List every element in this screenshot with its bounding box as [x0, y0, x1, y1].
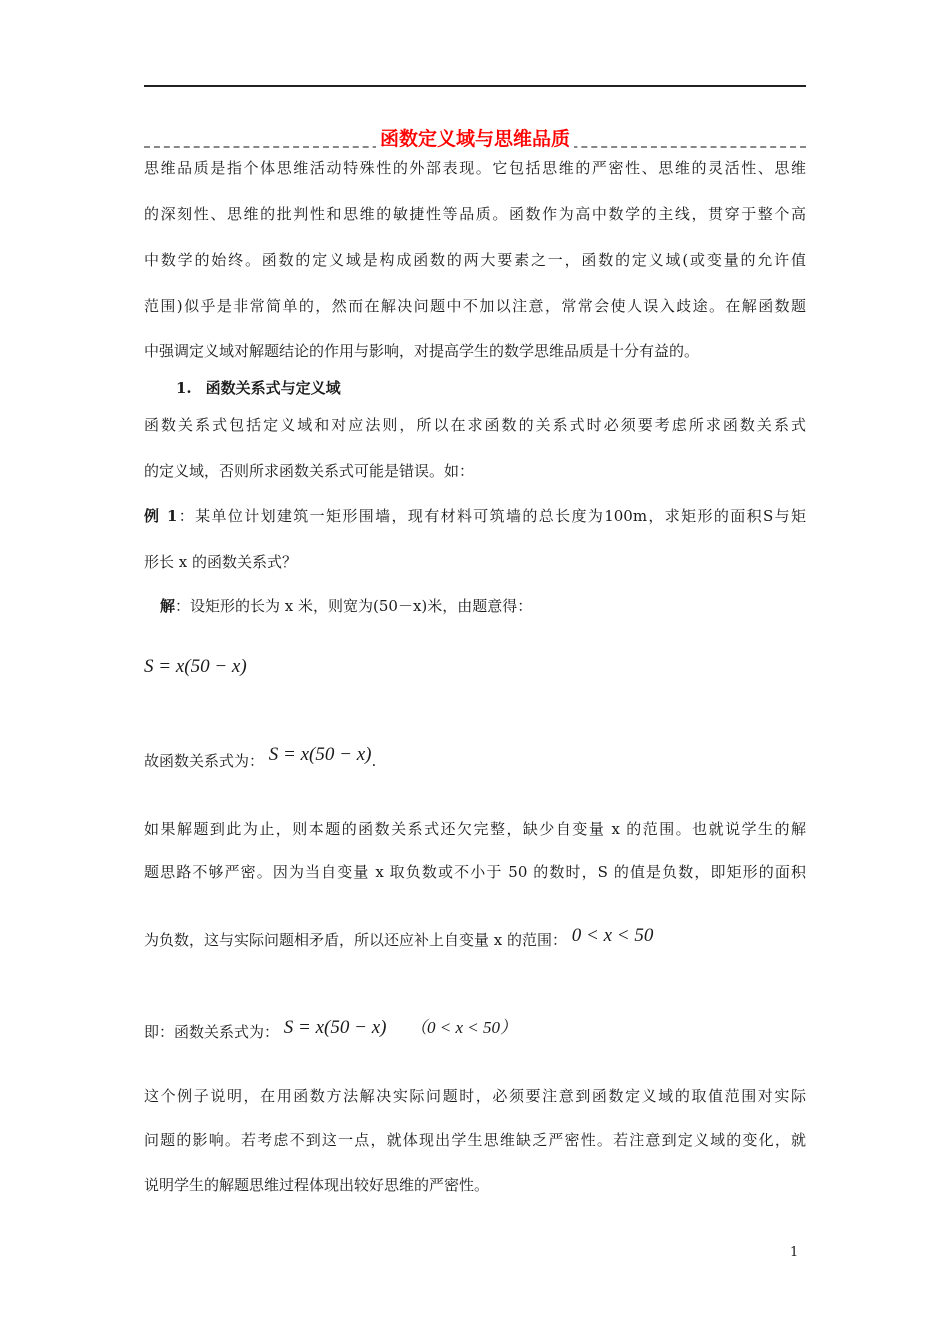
conclusion-line: 这个例子说明，在用函数方法解决实际问题时，必须要注意到函数定义域的取值范围对实际: [144, 1087, 806, 1105]
title-row: [144, 124, 806, 156]
result-period: .: [371, 752, 377, 770]
solution-line: [160, 596, 822, 616]
final-formula: S = x(50 − x): [283, 1017, 387, 1038]
section-title: 函数关系式与定义域: [205, 379, 341, 397]
intro-line: 思维品质是指个体思维活动特殊性的外部表现。它包括思维的严密性、思维的灵活性、思维: [144, 159, 806, 177]
range-formula: 0 < x < 50: [571, 925, 654, 946]
result-text: 故函数关系式为：: [144, 752, 265, 770]
final-result-text: 即：函数关系式为：: [144, 1023, 280, 1041]
example-text: ：某单位计划建筑一矩形围墙，现有材料可筑墙的总长度为100m，求矩形的面积S与矩: [177, 507, 806, 525]
example-line: [144, 506, 806, 526]
document-title: 函数定义域与思维品质: [144, 124, 806, 151]
solution-text: ：设矩形的长为 x 米，则宽为(50－x)米，由题意得：: [175, 597, 533, 615]
conclusion-line: 问题的影响。若考虑不到这一点，就体现出学生思维缺乏严密性。若注意到定义域的变化，就: [144, 1131, 806, 1149]
intro-line: 中数学的始终。函数的定义域是构成函数的两大要素之一，函数的定义域(或变量的允许值: [144, 251, 806, 269]
final-range: （0 < x < 50）: [410, 1018, 518, 1037]
final-result-line: [144, 1017, 806, 1042]
section-para-line: 函数关系式包括定义域和对应法则，所以在求函数的关系式时必须要考虑所求函数关系式: [144, 416, 806, 434]
analysis-line: 题思路不够严密。因为当自变量 x 取负数或不小于 50 的数时，S 的值是负数，即矩形的面积: [144, 863, 806, 881]
intro-line: 中强调定义域对解题结论的作用与影响，对提高学生的数学思维品质是十分有益的。: [144, 342, 700, 360]
intro-line: 范围)似乎是非常简单的，然而在解决问题中不加以注意，常常会使人误入歧途。在解函数题: [144, 297, 806, 315]
analysis-line: [144, 925, 806, 950]
conclusion-line: 说明学生的解题思维过程体现出较好思维的严密性。: [144, 1176, 490, 1194]
solution-label: 解: [160, 597, 176, 615]
result-line: [144, 744, 806, 771]
example-line: 形长 x 的函数关系式？: [144, 553, 297, 571]
example-label: 例 1: [144, 507, 178, 525]
analysis-line: 如果解题到此为止，则本题的函数关系式还欠完整，缺少自变量 x 的范围。也就说学生的解: [144, 820, 806, 838]
result-formula: S = x(50 − x): [268, 744, 372, 765]
analysis-text: 为负数，这与实际问题相矛盾，所以还应补上自变量 x 的范围：: [144, 931, 567, 949]
intro-line: 的深刻性、思维的批判性和思维的敏捷性等品质。函数作为高中数学的主线，贯穿于整个高: [144, 205, 806, 223]
section-para-line: 的定义域，否则所求函数关系式可能是错误。如：: [144, 462, 475, 480]
section-heading: [176, 378, 838, 398]
formula-s: S = x(50 − x): [144, 656, 247, 677]
section-number: 1.: [176, 379, 192, 397]
page-number: 1: [790, 1245, 799, 1260]
header-rule: [144, 85, 806, 87]
